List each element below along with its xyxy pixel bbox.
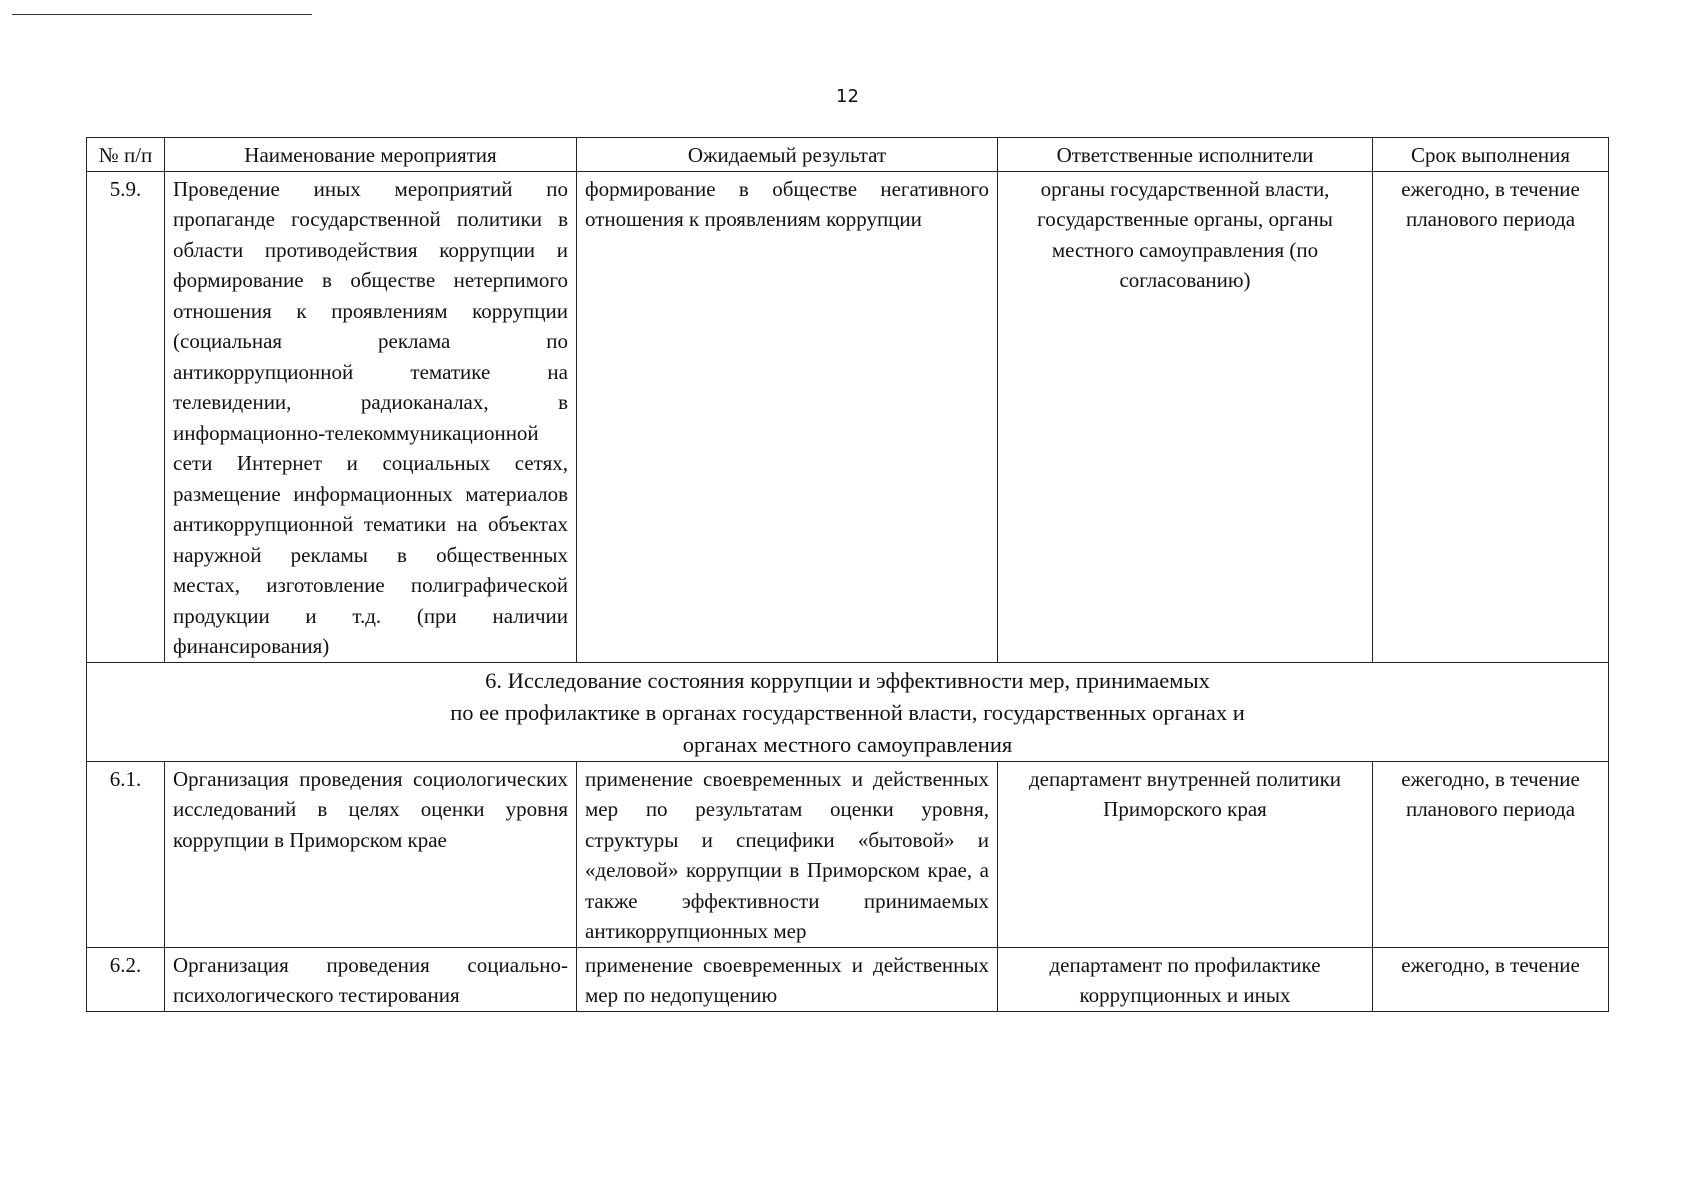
row-term: ежегодно, в течение xyxy=(1373,947,1609,1011)
section-heading-row xyxy=(87,662,1609,761)
header-name: Наименование мероприятия xyxy=(165,138,577,172)
page-number: 12 xyxy=(836,86,859,107)
row-responsible: органы государственной власти, государственные органы, органы местного самоуправления (по согласованию) xyxy=(998,171,1373,662)
row-number: 5.9. xyxy=(87,171,165,662)
action-plan-table xyxy=(86,137,1609,1012)
table-header-row xyxy=(87,138,1609,172)
row-name: Организация проведения социологических исследований в целях оценки уровня коррупции в Приморском крае xyxy=(165,761,577,947)
header-responsible: Ответственные исполнители xyxy=(998,138,1373,172)
row-responsible: департамент внутренней политики Приморского края xyxy=(998,761,1373,947)
section-heading-line: по ее профилактике в органах государственной власти, государственных органах и xyxy=(450,699,1245,725)
row-term: ежегодно, в течение планового периода xyxy=(1373,171,1609,662)
row-name: Организация проведения социально-психологического тестирования xyxy=(165,947,577,1011)
row-number: 6.2. xyxy=(87,947,165,1011)
table-row xyxy=(87,761,1609,947)
section-heading-line: 6. Исследование состояния коррупции и эффективности мер, принимаемых xyxy=(485,667,1210,693)
header-number: № п/п xyxy=(87,138,165,172)
row-result: применение своевременных и действенных мер по недопущению xyxy=(577,947,998,1011)
header-term: Срок выполнения xyxy=(1373,138,1609,172)
header-result: Ожидаемый результат xyxy=(577,138,998,172)
row-result: применение своевременных и действенных мер по результатам оценки уровня, структуры и специфики «бытовой» и «деловой» коррупции в Приморском крае, а также эффективности принимаемых антикоррупционных мер xyxy=(577,761,998,947)
row-responsible: департамент по профилактике коррупционных и иных xyxy=(998,947,1373,1011)
row-name: Проведение иных мероприятий по пропаганде государственной политики в области противодействия коррупции и формирование в обществе нетерпимого отношения к проявлениям коррупции (социальная реклама по антикоррупционной тематике на телевидении, радиоканалах, в информационно-телекоммуникационной сети Интернет и социальных сетях, размещение информационных материалов антикоррупционной тематики на объектах наружной рекламы в общественных местах, изготовление полиграфической продукции и т.д. (при наличии финансирования) xyxy=(165,171,577,662)
table-row xyxy=(87,171,1609,662)
row-term: ежегодно, в течение планового периода xyxy=(1373,761,1609,947)
section-heading xyxy=(87,662,1609,761)
table-row xyxy=(87,947,1609,1011)
row-number: 6.1. xyxy=(87,761,165,947)
section-heading-line: органах местного самоуправления xyxy=(682,731,1013,757)
scan-artifact-line xyxy=(12,14,312,15)
row-result: формирование в обществе негативного отношения к проявлениям коррупции xyxy=(577,171,998,662)
